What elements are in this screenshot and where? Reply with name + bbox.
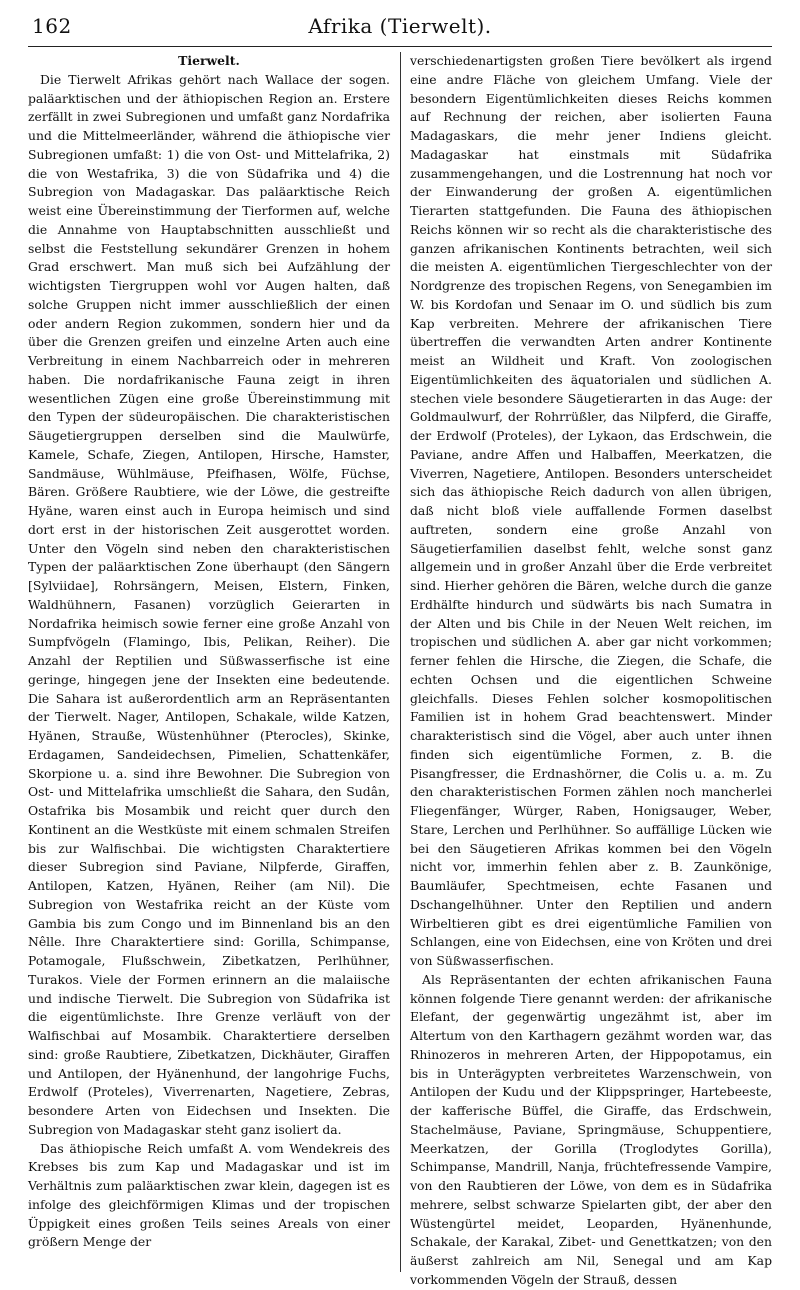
paragraph: Das äthiopische Reich umfaßt A. vom Wendekreis des Krebses bis zum Kap und Madagaskar und ist im Verhältnis zum paläarktischen zwar klein, dagegen ist es infolge des gleichförmigen Klimas und der tropischen Üppigkeit eines großen Teils seines Areals von einer größern Menge der — [28, 1140, 390, 1250]
column-divider — [400, 52, 401, 1272]
header-rule — [28, 46, 772, 47]
paragraph: Als Repräsentanten der echten afrikanischen Fauna können folgende Tiere genannt werden: der afrikanische Elefant, der gegenwärtig ungezähmt ist, aber im Altertum von den Karthagern gezähmt worden war, das Rhinozeros in mehreren Arten, der Hippopotamus, ein bis in Unterägypten verbreitetes Warzenschwein, von Antilopen der Kudu und der Klippspringer, Hartebeeste, der kafferische Büffel, die Giraffe, das Erdschwein, Stachelmäuse, Paviane, Springmäuse, Schuppentiere, Meerkatzen, der Gorilla (Troglodytes Gorilla), Schimpanse, Mandrill, Nanja, früchtefressende Vampire, von den Raubtieren der Löwe, von dem es in Südafrika mehrere, selbst schwarze Spielarten gibt, der aber den Wüstengürtel meidet, Leoparden, Hyänenhunde, Schakale, der Karakal, Zibet- und Genettkatzen; von den äußerst zahlreich am Nil, Senegal und am Kap vorkommenden Vögeln der Strauß, dessen — [410, 971, 772, 1287]
running-title: Afrika (Tierwelt). — [308, 14, 492, 38]
paragraph: Die Tierwelt Afrikas gehört nach Wallace der sogen. paläarktischen und der äthiopischen Region an. Erstere zerfällt in zwei Subregionen und umfaßt ganz Nordafrika und die Mittelmeerländer, während die äthiopische vier Subregionen umfaßt: 1) die von Ost- und Mittelafrika, 2) die von Westafrika, 3) die von Südafrika und 4) die Subregion von Madagaskar. Das paläarktische Reich weist eine Übereinstimmung der Tierformen auf, welche die Annahme von Hauptabschnitten ausschließt und selbst die Feststellung sekundärer Grenzen in hohem Grad erschwert. Man muß sich bei Aufzählung der wichtigsten Tiergruppen wohl vor Augen halten, daß solche Gruppen nicht immer ausschließlich der einen oder andern Region zukommen, sondern hier und da über die Grenzen greifen und einzelne Arten auch eine Verbreitung in einem Nachbarreich oder in mehreren haben. Die nordafrikanische Fauna zeigt in ihren wesentlichen Zügen eine große Übereinstimmung mit den Typen der südeuropäischen. Die charakteristischen Säugetiergruppen derselben sind die Maulwürfe, Kamele, Schafe, Ziegen, Antilopen, Hirsche, Hamster, Sandmäuse, Wühlmäuse, Pfeifhasen, Wölfe, Füchse, Bären. Größere Raubtiere, wie der Löwe, die gestreifte Hyäne, waren einst auch in Europa heimisch und sind dort erst in der historischen Zeit ausgerottet worden. Unter den Vögeln sind neben den charakteristischen Typen der paläarktischen Zone überhaupt (den Sängern [Sylviidae], Rohrsängern, Meisen, Elstern, Finken, Waldhühnern, Fasanen) vorzüglich Geierarten in Nordafrika heimisch sowie ferner eine große Anzahl von Sumpfvögeln (Flamingo, Ibis, Pelikan, Reiher). Die Anzahl der Reptilien und Süßwasserfische ist eine geringe, hingegen jene der Insekten eine bedeutende. Die Sahara ist außerordentlich arm an Repräsentanten der Tierwelt. Nager, Antilopen, Schakale, wilde Katzen, Hyänen, Strauße, Wüstenhühner (Pterocles), Skinke, Erdagamen, Sandeidechsen, Pimelien, Schattenkäfer, Skorpione u. a. sind ihre Bewohner. Die Subregion von Ost- und Mittelafrika umschließt die Sahara, den Sudân, Ostafrika bis Mosambik und reicht quer durch den Kontinent an die Westküste mit einem schmalen Streifen bis zur Walfischbai. Die wichtigsten Charaktertiere dieser Subregion sind Paviane, Nilpferde, Giraffen, Antilopen, Katzen, Hyänen, Reiher (am Nil). Die Subregion von Westafrika reicht an der Küste vom Gambia bis zum Congo und im Binnenland bis an den Nêlle. Ihre Charaktertiere sind: Gorilla, Schimpanse, Potamogale, Flußschwein, Zibetkatzen, Perlhühner, Turakos. Viele der Formen erinnern an die malaiische und indische Tierwelt. Die Subregion von Südafrika ist die eigentümlichste. Ihre Grenze verläuft von der Walfischbai auf Mosambik. Charaktertiere derselben sind: große Raubtiere, Zibetkatzen, Dickhäuter, Giraffen und Antilopen, der Hyänenhund, der langohrige Fuchs, Erdwolf (Proteles), Viverrenarten, Nagetiere, Zebras, besondere Arten von Eidechsen und Insekten. Die Subregion von Madagaskar steht ganz isoliert da. — [28, 71, 390, 1137]
right-column — [410, 52, 772, 1287]
section-heading: Tierwelt. — [178, 53, 240, 68]
page-header — [28, 14, 772, 40]
page-number: 162 — [32, 14, 72, 38]
left-column — [28, 52, 390, 1272]
paragraph: verschiedenartigsten großen Tiere bevölkert als irgend eine andre Fläche von gleichem Umfang. Viele der besondern Eigentümlichkeiten dieses Reichs kommen auf Rechnung der reichen, aber isolierten Fauna Madagaskars, die mehr jener Indiens gleicht. Madagaskar hat einstmals mit Südafrika zusammengehangen, und die Lostrennung hat noch vor der Einwanderung der großen A. eigentümlichen Tierarten stattgefunden. Die Fauna des äthiopischen Reichs können wir so recht als die charakteristische des ganzen afrikanischen Kontinents betrachten, weil sich die meisten A. eigentümlichen Tiergeschlechter von der Nordgrenze des tropischen Regens, von Senegambien im W. bis Kordofan und Senaar im O. und südlich bis zum Kap verbreiten. Mehrere der afrikanischen Tiere übertreffen die verwandten Arten andrer Kontinente meist an Wildheit und Kraft. Von zoologischen Eigentümlichkeiten des äquatorialen und südlichen A. stechen viele besondere Säugetierarten in das Auge: der Goldmaulwurf, der Rohrrüßler, das Nilpferd, die Giraffe, der Erdwolf (Proteles), der Lykaon, das Erdschwein, die Paviane, andre Affen und Halbaffen, Meerkatzen, die Viverren, Nagetiere, Antilopen. Besonders unterscheidet sich das äthiopische Reich dadurch von allen übrigen, daß nicht bloß viele auffallende Formen daselbst auftreten, sondern eine große Anzahl von Säugetierfamilien daselbst fehlt, welche sonst ganz allgemein und in großer Anzahl über die Erde verbreitet sind. Hierher gehören die Bären, welche durch die ganze Erdhälfte hindurch und südwärts bis nach Sumatra in der Alten und bis Chile in der Neuen Welt reichen, im tropischen und südlichen A. aber gar nicht vorkommen; ferner fehlen die Hirsche, die Ziegen, die Schafe, die echten Ochsen und die eigentlichen Schweine gleichfalls. Dieses Fehlen solcher kosmopolitischen Familien ist in hohem Grad beachtenswert. Minder charakteristisch sind die Vögel, aber auch unter ihnen finden sich eigentümliche Formen, z. B. die Pisangfresser, die Erdnashörner, die Colis u. a. m. Zu den charakteristischen Formen zählen noch mancherlei Fliegenfänger, Würger, Raben, Honigsauger, Weber, Stare, Lerchen und Perlhühner. So auffällige Lücken wie bei den Säugetieren Afrikas kommen bei den Vögeln nicht vor, immerhin fehlen aber z. B. Zaunkönige, Baumläufer, Spechtmeisen, echte Fasanen und Dschangelhühner. Unter den Reptilien und andern Wirbeltieren gibt es drei eigentümliche Familien von Schlangen, eine von Eidechsen, eine von Kröten und drei von Süßwasserfischen. — [410, 53, 772, 968]
page — [28, 14, 772, 1287]
text-columns — [28, 52, 772, 1287]
